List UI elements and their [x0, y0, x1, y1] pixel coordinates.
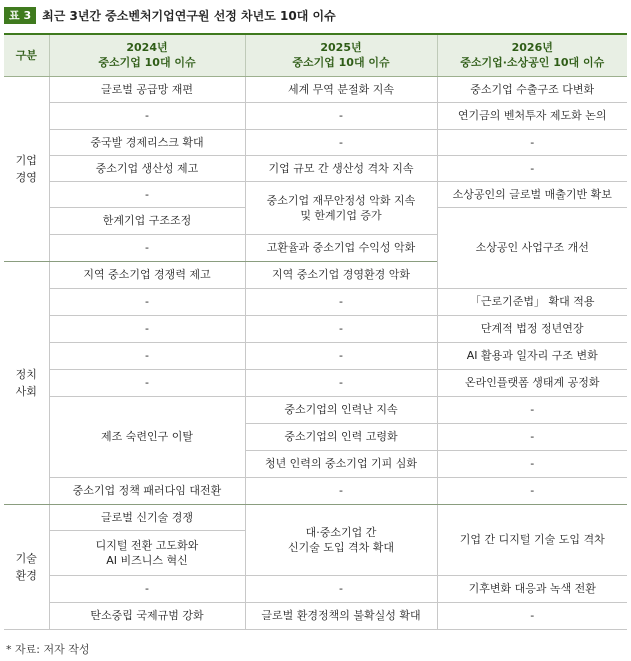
table-row	[4, 342, 627, 369]
cell: 단계적 법정 정년연장	[437, 315, 627, 342]
section-technology-environment: 기술 환경	[4, 504, 49, 629]
cell-merged: 기업 간 디지털 기술 도입 격차	[437, 504, 627, 575]
cell: 중소기업의 인력난 지속	[245, 396, 437, 423]
table-row	[4, 76, 627, 102]
table-row	[4, 575, 627, 602]
cell: 고환율과 중소기업 수익성 악화	[245, 234, 437, 261]
table-row	[4, 477, 627, 504]
cell: 중소기업의 인력 고령화	[245, 423, 437, 450]
cell: -	[49, 181, 245, 207]
cell: -	[245, 342, 437, 369]
cell: -	[49, 369, 245, 396]
header-2024: 2024년 중소기업 10대 이슈	[49, 35, 245, 76]
cell: 한계기업 구조조정	[49, 207, 245, 234]
header-category: 구분	[4, 35, 49, 76]
cell: -	[245, 129, 437, 155]
table-row	[4, 396, 627, 423]
cell: -	[437, 450, 627, 477]
cell: -	[245, 315, 437, 342]
cell: 글로벌 신기술 경쟁	[49, 504, 245, 530]
cell: -	[437, 396, 627, 423]
table-row	[4, 102, 627, 129]
cell: 탄소중립 국제규범 강화	[49, 602, 245, 629]
cell-merged: 소상공인 사업구조 개선	[437, 207, 627, 288]
cell: 중소기업 생산성 제고	[49, 155, 245, 181]
cell: 글로벌 환경정책의 불확실성 확대	[245, 602, 437, 629]
section-politics-society: 정치 사회	[4, 261, 49, 504]
table-row	[4, 288, 627, 315]
cell: -	[49, 575, 245, 602]
cell: -	[437, 155, 627, 181]
table-row	[4, 369, 627, 396]
cell: -	[49, 102, 245, 129]
cell: 기후변화 대응과 녹색 전환	[437, 575, 627, 602]
issues-table	[4, 35, 627, 630]
table-row	[4, 504, 627, 530]
table-row	[4, 315, 627, 342]
cell: -	[245, 477, 437, 504]
cell: -	[245, 369, 437, 396]
cell: 「근로기준법」 확대 적용	[437, 288, 627, 315]
cell: -	[437, 129, 627, 155]
cell: -	[49, 288, 245, 315]
cell: 중소기업 정책 패러다임 대전환	[49, 477, 245, 504]
table-row	[4, 155, 627, 181]
cell-merged: 대·중소기업 간 신기술 도입 격차 확대	[245, 504, 437, 575]
table-title: 최근 3년간 중소벤처기업연구원 선정 차년도 10대 이슈	[42, 8, 336, 23]
header-2025: 2025년 중소기업 10대 이슈	[245, 35, 437, 76]
cell: 중소기업 수출구조 다변화	[437, 76, 627, 102]
cell: -	[49, 342, 245, 369]
cell: -	[437, 423, 627, 450]
section-business: 기업 경영	[4, 76, 49, 261]
table-row	[4, 602, 627, 629]
cell: 글로벌 공급망 재편	[49, 76, 245, 102]
table-row	[4, 129, 627, 155]
cell: -	[49, 234, 245, 261]
cell-merged: 제조 숙련인구 이탈	[49, 396, 245, 477]
cell: 세계 무역 분절화 지속	[245, 76, 437, 102]
cell: -	[437, 477, 627, 504]
cell: 중국발 경제리스크 확대	[49, 129, 245, 155]
cell: -	[245, 575, 437, 602]
cell: 기업 규모 간 생산성 격차 지속	[245, 155, 437, 181]
cell: 연기금의 벤처투자 제도화 논의	[437, 102, 627, 129]
cell: -	[245, 102, 437, 129]
header-2026: 2026년 중소기업·소상공인 10대 이슈	[437, 35, 627, 76]
cell: -	[245, 288, 437, 315]
cell: 청년 인력의 중소기업 기피 심화	[245, 450, 437, 477]
table-row	[4, 181, 627, 207]
cell: AI 활용과 일자리 구조 변화	[437, 342, 627, 369]
table-number-badge: 표 3	[4, 7, 36, 24]
cell: 온라인플랫폼 생태계 공정화	[437, 369, 627, 396]
cell: -	[437, 602, 627, 629]
cell: 지역 중소기업 경쟁력 제고	[49, 261, 245, 288]
cell-merged: 중소기업 재무안정성 악화 지속 및 한계기업 증가	[245, 181, 437, 234]
cell: 소상공인의 글로벌 매출기반 확보	[437, 181, 627, 207]
cell: 지역 중소기업 경영환경 악화	[245, 261, 437, 288]
cell: -	[49, 315, 245, 342]
table-title-row	[4, 6, 336, 24]
cell-two-line: 디지털 전환 고도화와 AI 비즈니스 혁신	[49, 530, 245, 575]
source-footnote: * 자료: 저자 작성	[6, 643, 90, 656]
